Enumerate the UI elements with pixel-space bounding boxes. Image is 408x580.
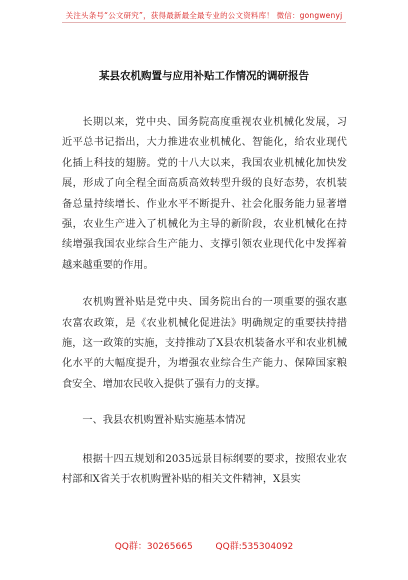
- paragraph-policy: 农机购置补贴是党中央、国务院出台的一项重要的强农惠农富农政策，是《农业机械化促进法》明确规定的重要扶持措施，这一政策的实施，支持推动了X县农机装备水平和农业机械化水平的大幅度提升，为增强农业综合生产能力、保障国家粮食安全、增加农民收入提供了强有力的支撑。: [62, 297, 347, 390]
- footer-contact: [0, 539, 408, 552]
- paragraph-section-1: 根据十四五规划和2035远景目标纲要的要求，按照农业农村部和X省关于农机购置补贴的相关文件精神，X县实: [62, 453, 347, 486]
- section-heading-1: 一、我县农机购置补贴实施基本情况: [82, 415, 246, 427]
- footer-qq-group-1: QQ群：30265665: [114, 542, 193, 552]
- document-body: [62, 113, 347, 491]
- document-title: 某县农机购置与应用补贴工作情况的调研报告: [99, 70, 309, 82]
- header-divider: [62, 22, 346, 23]
- header-banner: 关注头条号“公文研究”，获得最新最全最专业的公文资料库！ 微信：gongwenyj: [65, 11, 343, 20]
- paragraph-intro: 长期以来，党中央、国务院高度重视农业机械化发展，习近平总书记指出，大力推进农业机械化、智能化，给农业现代化插上科技的翅膀。党的十八大以来，我国农业机械化加快发展，形成了向全程全面高质高效转型升级的良好态势，农机装备总量持续增长、作业水平不断提升、社会化服务能力显著增强，农业生产进入了机械化为主导的新阶段，农业机械化在持续增强我国农业综合生产能力、支撑引领农业现代化中发挥着越来越重要的作用。: [62, 117, 347, 271]
- footer-qq-group-2: QQ群:535304092: [215, 542, 294, 552]
